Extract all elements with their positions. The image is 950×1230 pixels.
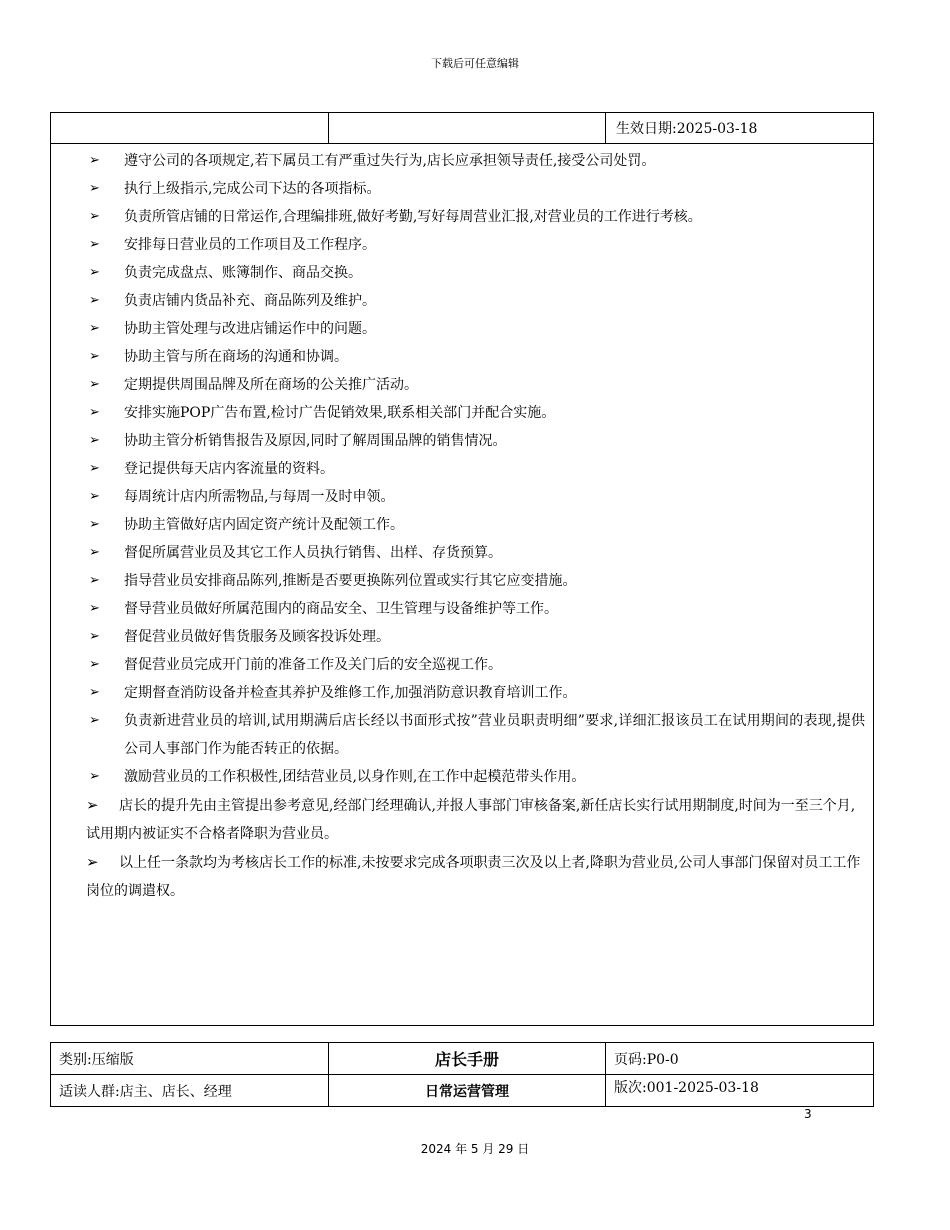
arrow-bullet-icon: ➢ — [89, 377, 100, 392]
arrow-bullet-icon: ➢ — [89, 517, 100, 532]
duties-content — [50, 143, 874, 1026]
header-table — [50, 112, 874, 144]
list-item: ➢ 督促营业员完成开门前的准备工作及关门后的安全巡视工作。 — [89, 651, 865, 679]
list-item: ➢ 协助主管做好店内固定资产统计及配领工作。 — [89, 511, 865, 539]
paragraph-promotion: ➢ 店长的提升先由主管提出参考意见,经部门经理确认,并报人事部门审核备案,新任店长实行试用期制度,时间为一至三个月,试用期内被证实不合格者降职为营业员。 — [86, 791, 865, 848]
list-item: ➢ 每周统计店内所需物品,与每周一及时申领。 — [89, 483, 865, 511]
list-item: ➢ 执行上级指示,完成公司下达的各项指标。 — [89, 175, 865, 203]
arrow-bullet-icon: ➢ — [89, 153, 100, 168]
list-item: ➢ 协助主管与所在商场的沟通和协调。 — [89, 343, 865, 371]
list-item: ➢ 督导营业员做好所属范围内的商品安全、卫生管理与设备维护等工作。 — [89, 595, 865, 623]
page-code-cell: 页码:P0-0 — [614, 1051, 679, 1068]
arrow-bullet-icon: ➢ — [89, 181, 100, 196]
arrow-bullet-icon: ➢ — [89, 713, 100, 728]
arrow-bullet-icon: ➢ — [89, 237, 100, 252]
list-item: ➢ 协助主管处理与改进店铺运作中的问题。 — [89, 315, 865, 343]
list-item: ➢ 安排实施POP广告布置,检讨广告促销效果,联系相关部门并配合实施。 — [89, 399, 865, 427]
manual-title: 店长手册 — [329, 1043, 606, 1074]
arrow-bullet-icon: ➢ — [86, 853, 99, 871]
arrow-bullet-icon: ➢ — [89, 545, 100, 560]
list-item: ➢ 负责所管店铺的日常运作,合理编排班,做好考勤,写好每周营业汇报,对营业员的工作进行考核。 — [89, 203, 865, 231]
version-cell: 版次:001-2025-03-18 — [614, 1080, 759, 1096]
arrow-bullet-icon: ➢ — [89, 657, 100, 672]
manual-subtitle: 日常运营管理 — [329, 1075, 606, 1107]
list-item: ➢ 负责完成盘点、账簿制作、商品交换。 — [89, 259, 865, 287]
list-item: ➢ 定期提供周围品牌及所在商场的公关推广活动。 — [89, 371, 865, 399]
list-item: ➢ 遵守公司的各项规定,若下属员工有严重过失行为,店长应承担领导责任,接受公司处罚。 — [89, 147, 865, 175]
effective-date: 生效日期:2025-03-18 — [616, 121, 758, 137]
list-item: ➢ 定期督查消防设备并检查其养护及维修工作,加强消防意识教育培训工作。 — [89, 679, 865, 707]
list-item: ➢ 督促所属营业员及其它工作人员执行销售、出样、存货预算。 — [89, 539, 865, 567]
list-item: ➢ 激励营业员的工作积极性,团结营业员,以身作则,在工作中起模范带头作用。 — [89, 763, 865, 791]
list-item: ➢ 督促营业员做好售货服务及顾客投诉处理。 — [89, 623, 865, 651]
footer-row — [51, 1075, 873, 1107]
arrow-bullet-icon: ➢ — [89, 601, 100, 616]
list-item: ➢ 负责新进营业员的培训,试用期满后店长经以书面形式按”营业员职责明细”要求,详细汇报该员工在试用期间的表现,提供公司人事部门作为能否转正的依据。 — [89, 707, 865, 763]
footer-table — [50, 1042, 874, 1107]
arrow-bullet-icon: ➢ — [89, 293, 100, 308]
arrow-bullet-icon: ➢ — [89, 349, 100, 364]
list-item: ➢ 协助主管分析销售报告及原因,同时了解周围品牌的销售情况。 — [89, 427, 865, 455]
arrow-bullet-icon: ➢ — [89, 573, 100, 588]
header-cell-2 — [329, 113, 606, 143]
page-header-note: 下载后可任意编辑 — [431, 57, 519, 70]
page-date: 2024 年 5 月 29 日 — [420, 1142, 530, 1156]
arrow-bullet-icon: ➢ — [86, 796, 99, 814]
page-number: 3 — [804, 1107, 812, 1121]
arrow-bullet-icon: ➢ — [89, 461, 100, 476]
arrow-bullet-icon: ➢ — [89, 629, 100, 644]
arrow-bullet-icon: ➢ — [89, 489, 100, 504]
list-item: ➢ 安排每日营业员的工作项目及工作程序。 — [89, 231, 865, 259]
list-item: ➢ 指导营业员安排商品陈列,推断是否要更换陈列位置或实行其它应变措施。 — [89, 567, 865, 595]
arrow-bullet-icon: ➢ — [89, 433, 100, 448]
list-item: ➢ 登记提供每天店内客流量的资料。 — [89, 455, 865, 483]
arrow-bullet-icon: ➢ — [89, 769, 100, 784]
arrow-bullet-icon: ➢ — [89, 265, 100, 280]
arrow-bullet-icon: ➢ — [89, 321, 100, 336]
arrow-bullet-icon: ➢ — [89, 209, 100, 224]
footer-row — [51, 1043, 873, 1075]
header-cell-1 — [51, 113, 329, 143]
audience-cell: 适读人群:店主、店长、经理 — [51, 1075, 329, 1107]
list-item: ➢ 负责店铺内货品补充、商品陈列及维护。 — [89, 287, 865, 315]
arrow-bullet-icon: ➢ — [89, 685, 100, 700]
category-cell: 类别:压缩版 — [51, 1043, 329, 1074]
paragraph-assessment: ➢ 以上任一条款均为考核店长工作的标准,未按要求完成各项职责三次及以上者,降职为营业员,公司人事部门保留对员工工作岗位的调遣权。 — [86, 848, 865, 905]
arrow-bullet-icon: ➢ — [89, 405, 100, 420]
